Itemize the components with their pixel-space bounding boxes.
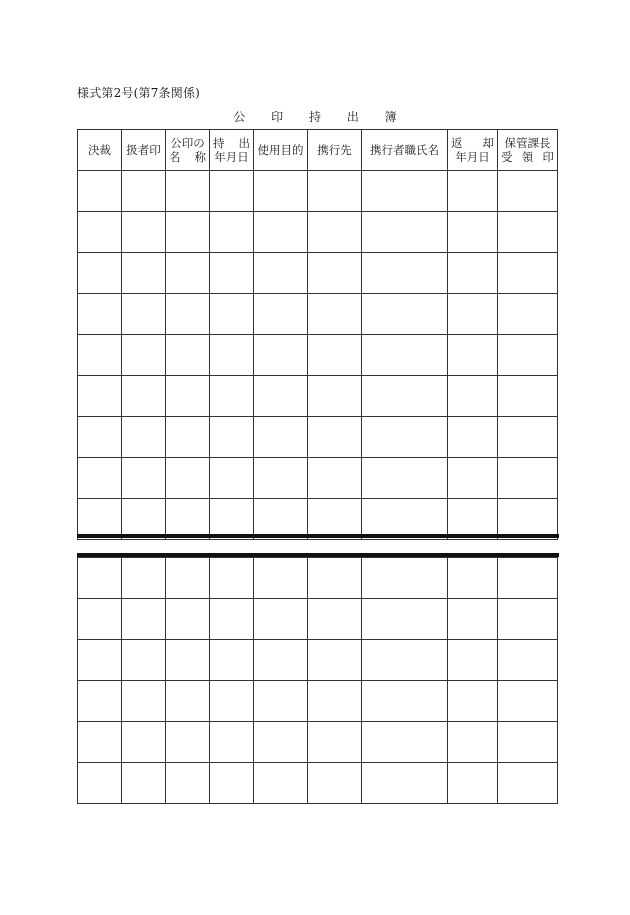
entry-cell[interactable]	[254, 294, 308, 335]
entry-cell[interactable]	[166, 681, 210, 722]
entry-cell[interactable]	[78, 722, 122, 763]
table-row	[78, 171, 558, 212]
table-row	[78, 417, 558, 458]
entry-cell[interactable]	[78, 763, 122, 804]
entry-cell[interactable]	[122, 171, 166, 212]
entry-cell[interactable]	[166, 640, 210, 681]
upper-body	[78, 171, 558, 540]
entry-cell[interactable]	[254, 722, 308, 763]
entry-cell[interactable]	[498, 681, 558, 722]
entry-cell[interactable]	[210, 763, 254, 804]
header-char: 領	[521, 150, 534, 164]
entry-cell[interactable]	[448, 417, 498, 458]
document-title	[200, 108, 430, 125]
entry-cell[interactable]	[210, 335, 254, 376]
entry-cell[interactable]	[362, 458, 448, 499]
entry-cell[interactable]	[78, 335, 122, 376]
entry-cell[interactable]	[498, 171, 558, 212]
entry-cell[interactable]	[308, 335, 362, 376]
entry-cell[interactable]	[498, 417, 558, 458]
title-char: 簿	[384, 110, 397, 124]
entry-cell[interactable]	[362, 417, 448, 458]
entry-cell[interactable]	[166, 212, 210, 253]
entry-cell[interactable]	[308, 294, 362, 335]
entry-cell[interactable]	[122, 558, 166, 599]
entry-cell[interactable]	[308, 681, 362, 722]
entry-cell[interactable]	[78, 458, 122, 499]
entry-cell[interactable]	[122, 640, 166, 681]
entry-cell[interactable]	[254, 681, 308, 722]
entry-cell[interactable]	[166, 599, 210, 640]
entry-cell[interactable]	[362, 722, 448, 763]
entry-cell[interactable]	[308, 599, 362, 640]
header-shiyo-mokuteki: 使用目的	[254, 130, 308, 171]
lower-body	[78, 558, 558, 804]
header-line	[166, 150, 209, 164]
entry-cell[interactable]	[448, 681, 498, 722]
entry-cell[interactable]	[166, 763, 210, 804]
header-atsukaisha-in: 扱者印	[122, 130, 166, 171]
header-char: 出	[238, 136, 250, 150]
entry-cell[interactable]	[448, 171, 498, 212]
entry-cell[interactable]	[122, 599, 166, 640]
table-row	[78, 763, 558, 804]
table-row	[78, 599, 558, 640]
entry-cell[interactable]	[210, 458, 254, 499]
entry-cell[interactable]	[210, 417, 254, 458]
ledger-table-upper	[77, 129, 558, 540]
entry-cell[interactable]	[166, 335, 210, 376]
table-row	[78, 212, 558, 253]
cut-line-top	[77, 534, 559, 538]
entry-cell[interactable]	[362, 681, 448, 722]
entry-cell[interactable]	[362, 640, 448, 681]
entry-cell[interactable]	[122, 335, 166, 376]
entry-cell[interactable]	[498, 640, 558, 681]
entry-cell[interactable]	[254, 335, 308, 376]
entry-cell[interactable]	[308, 376, 362, 417]
entry-cell[interactable]	[448, 763, 498, 804]
entry-cell[interactable]	[362, 294, 448, 335]
header-char: 受	[501, 150, 513, 164]
entry-cell[interactable]	[448, 294, 498, 335]
entry-cell[interactable]	[78, 376, 122, 417]
entry-cell[interactable]	[308, 253, 362, 294]
table-row	[78, 376, 558, 417]
table-row	[78, 640, 558, 681]
entry-cell[interactable]	[122, 681, 166, 722]
entry-cell[interactable]	[122, 417, 166, 458]
entry-cell[interactable]	[448, 722, 498, 763]
entry-cell[interactable]	[498, 722, 558, 763]
header-koin-meisho	[166, 130, 210, 171]
entry-cell[interactable]	[308, 640, 362, 681]
entry-cell[interactable]	[498, 335, 558, 376]
header-line	[210, 136, 253, 150]
entry-cell[interactable]	[498, 458, 558, 499]
entry-cell[interactable]	[166, 294, 210, 335]
entry-cell[interactable]	[122, 722, 166, 763]
entry-cell[interactable]	[308, 763, 362, 804]
entry-cell[interactable]	[254, 558, 308, 599]
entry-cell[interactable]	[210, 681, 254, 722]
entry-cell[interactable]	[210, 722, 254, 763]
entry-cell[interactable]	[210, 294, 254, 335]
entry-cell[interactable]	[78, 171, 122, 212]
entry-cell[interactable]	[362, 376, 448, 417]
entry-cell[interactable]	[308, 458, 362, 499]
entry-cell[interactable]	[308, 722, 362, 763]
entry-cell[interactable]	[166, 722, 210, 763]
table-row	[78, 722, 558, 763]
title-char: 公	[233, 110, 246, 124]
entry-cell[interactable]	[166, 376, 210, 417]
entry-cell[interactable]	[78, 212, 122, 253]
entry-cell[interactable]	[448, 253, 498, 294]
entry-cell[interactable]	[498, 212, 558, 253]
header-keikosaki: 携行先	[308, 130, 362, 171]
header-kessai: 決裁	[78, 130, 122, 171]
entry-cell[interactable]	[498, 253, 558, 294]
header-line: 年月日	[214, 150, 249, 164]
entry-cell[interactable]	[78, 640, 122, 681]
entry-cell[interactable]	[210, 171, 254, 212]
header-line: 公印の	[170, 136, 205, 150]
header-char: 返	[451, 136, 463, 150]
entry-cell[interactable]	[166, 253, 210, 294]
entry-cell[interactable]	[166, 417, 210, 458]
header-row	[78, 130, 558, 171]
header-mochidashi-date	[210, 130, 254, 171]
entry-cell[interactable]	[254, 171, 308, 212]
entry-cell[interactable]	[308, 417, 362, 458]
table-row	[78, 458, 558, 499]
entry-cell[interactable]	[308, 212, 362, 253]
entry-cell[interactable]	[254, 253, 308, 294]
entry-cell[interactable]	[254, 763, 308, 804]
entry-cell[interactable]	[498, 376, 558, 417]
entry-cell[interactable]	[122, 253, 166, 294]
entry-cell[interactable]	[362, 253, 448, 294]
entry-cell[interactable]	[122, 763, 166, 804]
entry-cell[interactable]	[362, 763, 448, 804]
header-char: 却	[482, 136, 494, 150]
header-line	[448, 136, 497, 150]
header-char: 称	[194, 150, 206, 164]
header-char: 持	[213, 136, 225, 150]
entry-cell[interactable]	[448, 640, 498, 681]
entry-cell[interactable]	[254, 417, 308, 458]
entry-cell[interactable]	[210, 376, 254, 417]
table-row	[78, 335, 558, 376]
header-char: 印	[542, 150, 554, 164]
entry-cell[interactable]	[122, 212, 166, 253]
form-number: 様式第2号(第7条関係)	[77, 86, 201, 100]
entry-cell[interactable]	[308, 558, 362, 599]
entry-cell[interactable]	[498, 599, 558, 640]
entry-cell[interactable]	[448, 212, 498, 253]
entry-cell[interactable]	[166, 558, 210, 599]
entry-cell[interactable]	[210, 599, 254, 640]
header-char: 名	[169, 150, 181, 164]
header-line	[498, 150, 557, 164]
entry-cell[interactable]	[78, 681, 122, 722]
entry-cell[interactable]	[448, 558, 498, 599]
entry-cell[interactable]	[254, 599, 308, 640]
title-char: 持	[308, 110, 321, 124]
header-line: 年月日	[455, 150, 490, 164]
entry-cell[interactable]	[78, 599, 122, 640]
entry-cell[interactable]	[498, 294, 558, 335]
entry-cell[interactable]	[122, 376, 166, 417]
entry-cell[interactable]	[254, 376, 308, 417]
title-char: 出	[346, 110, 359, 124]
entry-cell[interactable]	[362, 558, 448, 599]
table-row	[78, 558, 558, 599]
entry-cell[interactable]	[498, 763, 558, 804]
entry-cell[interactable]	[78, 417, 122, 458]
ledger-table-lower	[77, 557, 558, 804]
entry-cell[interactable]	[78, 294, 122, 335]
entry-cell[interactable]	[122, 294, 166, 335]
table-row	[78, 253, 558, 294]
entry-cell[interactable]	[448, 376, 498, 417]
entry-cell[interactable]	[166, 458, 210, 499]
entry-cell[interactable]	[254, 458, 308, 499]
entry-cell[interactable]	[448, 458, 498, 499]
header-keikosha-shokushimei: 携行者職氏名	[362, 130, 448, 171]
entry-cell[interactable]	[448, 599, 498, 640]
entry-cell[interactable]	[362, 171, 448, 212]
table-row	[78, 294, 558, 335]
entry-cell[interactable]	[362, 599, 448, 640]
entry-cell[interactable]	[122, 458, 166, 499]
header-line: 保管課長	[504, 136, 551, 150]
entry-cell[interactable]	[308, 171, 362, 212]
entry-cell[interactable]	[362, 212, 448, 253]
entry-cell[interactable]	[448, 335, 498, 376]
entry-cell[interactable]	[78, 558, 122, 599]
title-char: 印	[271, 110, 284, 124]
entry-cell[interactable]	[210, 253, 254, 294]
entry-cell[interactable]	[254, 640, 308, 681]
entry-cell[interactable]	[210, 640, 254, 681]
entry-cell[interactable]	[254, 212, 308, 253]
entry-cell[interactable]	[498, 558, 558, 599]
entry-cell[interactable]	[362, 335, 448, 376]
entry-cell[interactable]	[210, 212, 254, 253]
table-row	[78, 681, 558, 722]
entry-cell[interactable]	[210, 558, 254, 599]
entry-cell[interactable]	[78, 253, 122, 294]
header-hokan-kacho	[498, 130, 558, 171]
entry-cell[interactable]	[166, 171, 210, 212]
header-henkyaku-date	[448, 130, 498, 171]
